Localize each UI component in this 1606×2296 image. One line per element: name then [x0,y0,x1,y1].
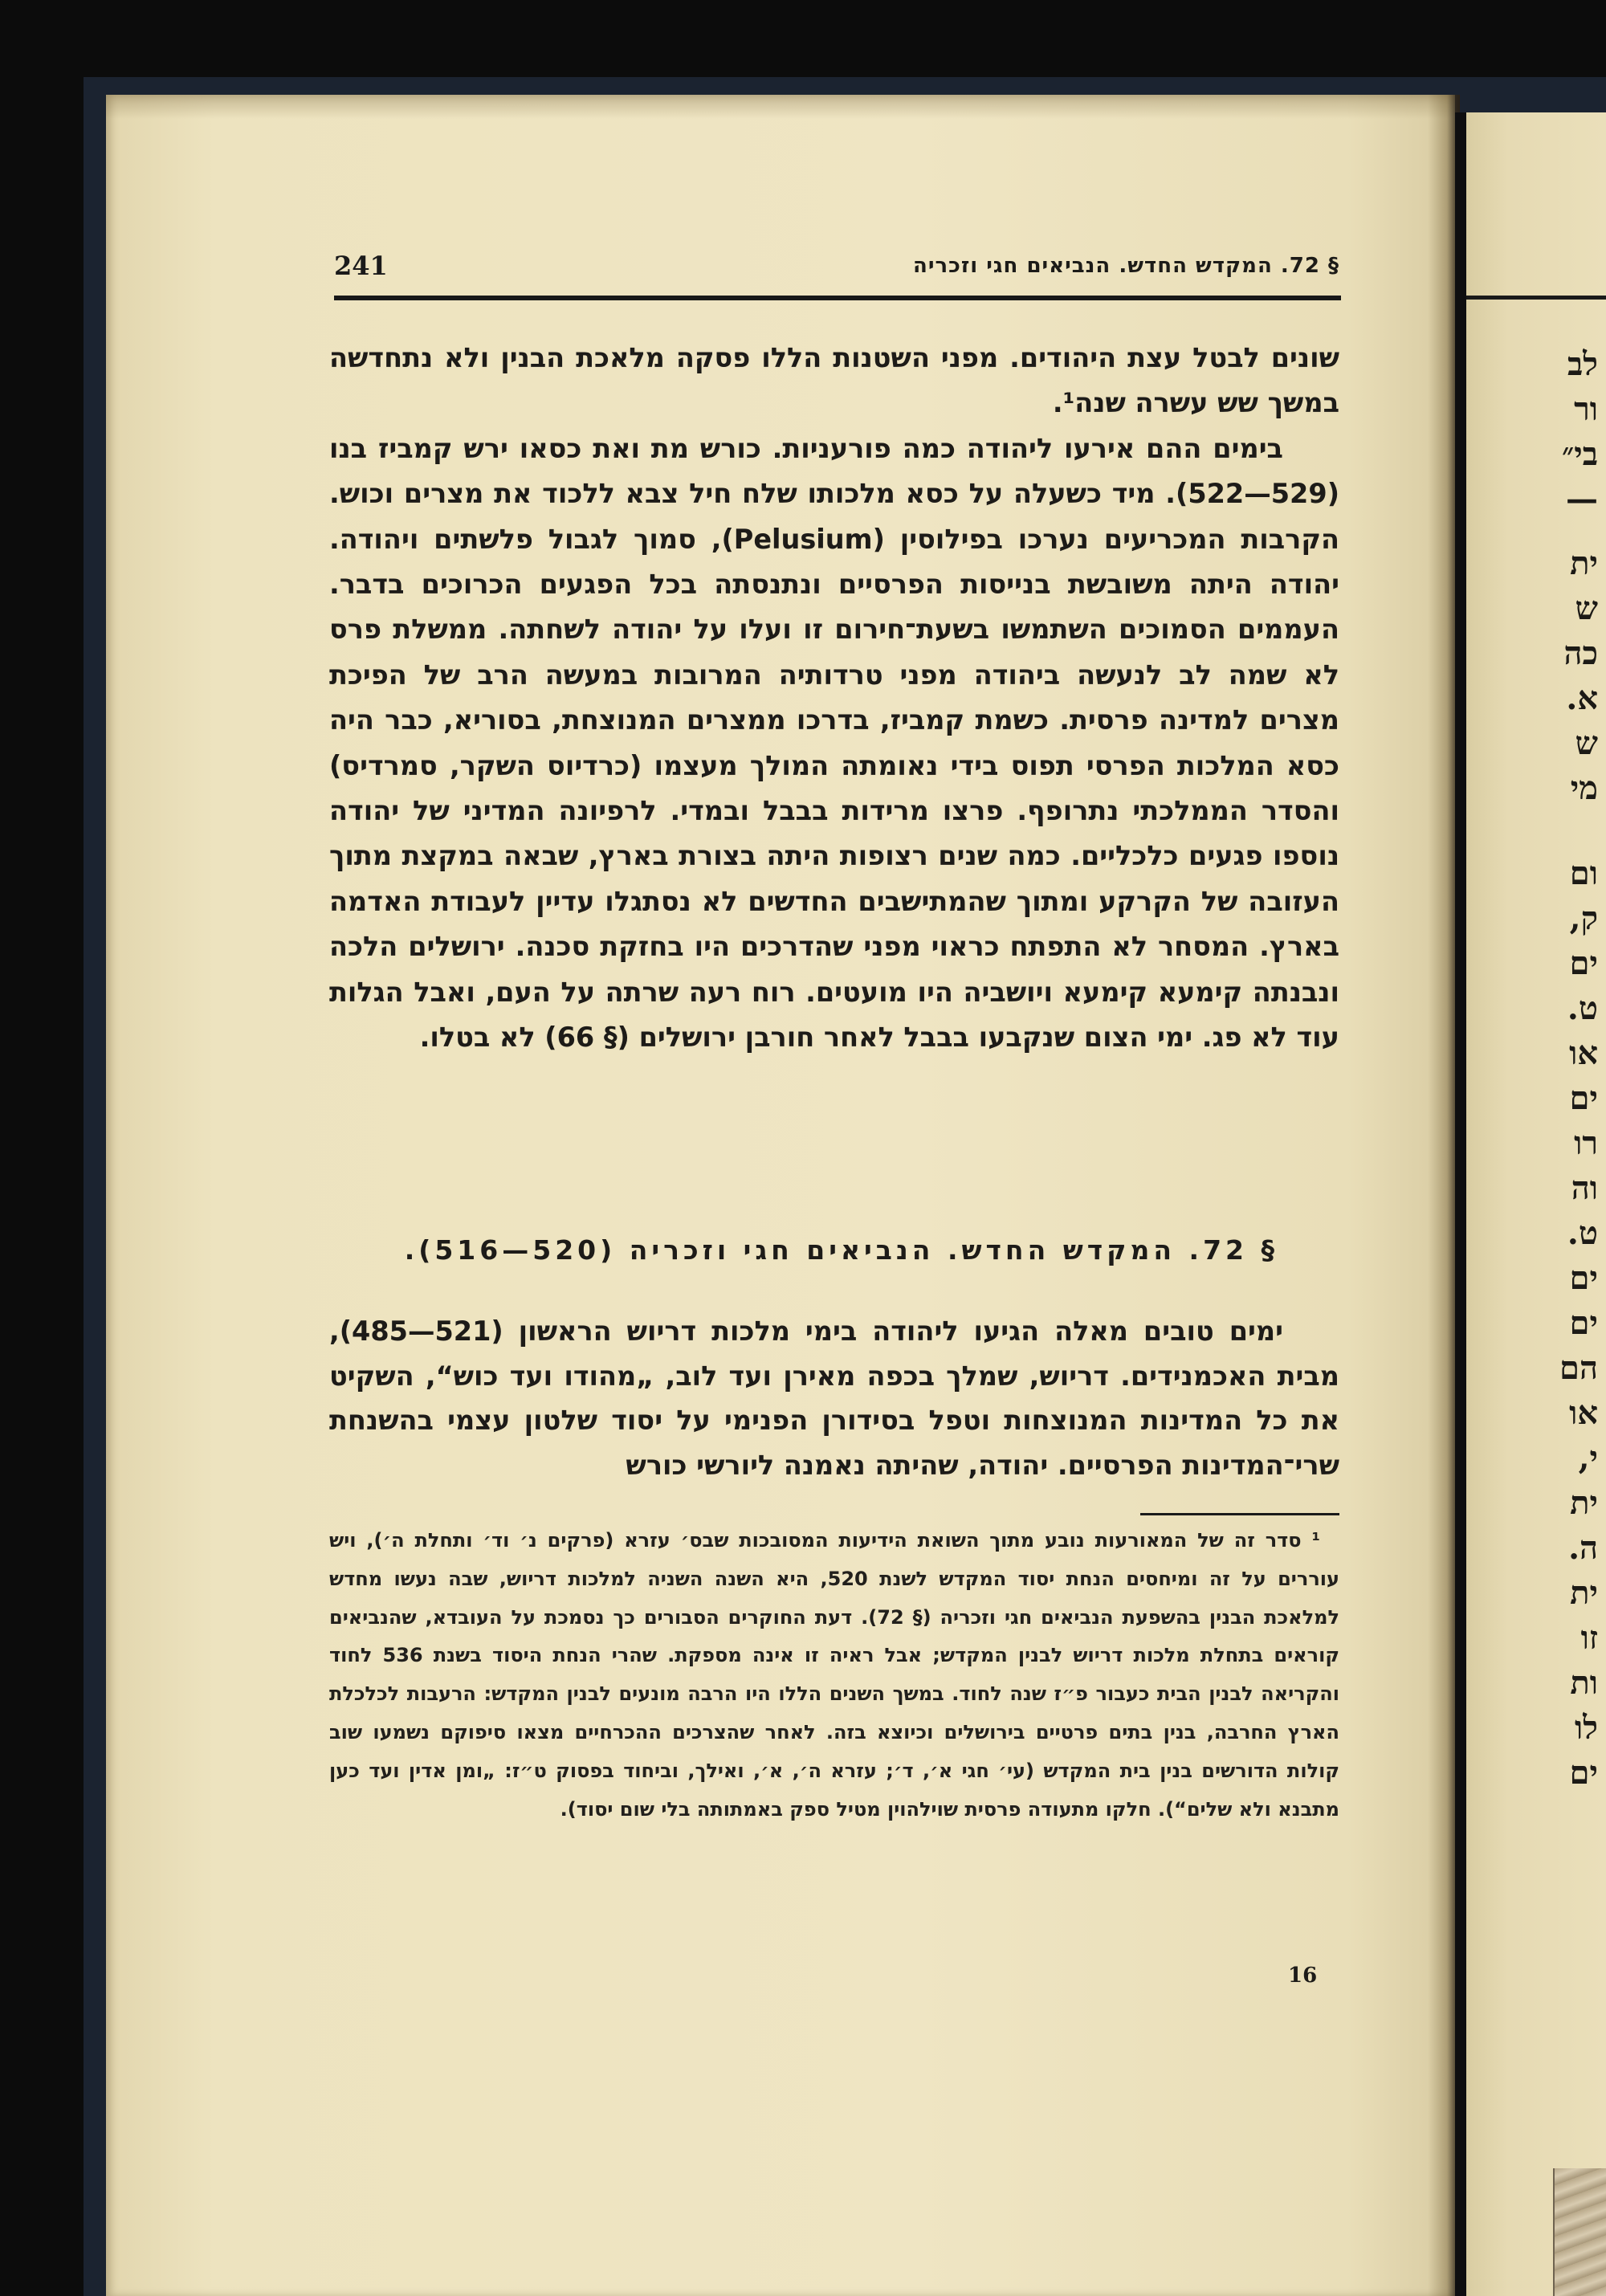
section-text [329,1309,1339,1487]
printer-signature: 16 [1288,1964,1318,1988]
paragraph: בימים ההם אירעו ליהודה כמה פורעניות. כורש מת ואת כסאו ירש קמביז בנו (529—522). מיד כשעלה על כסא מלכותו שלח חיל צבא ללכוד את מצרים וכוש. הקרבות המכריעים נערכו בפילוסין (Pelusium), סמוך לגבול פלשתים ויהודה. יהודה היתה משובשת בנייסות הפרסיים ונתנסתה בכל הפגעים הכרוכים בדבר. העממים הסמוכים השתמשו בשעת־חירום זו ועלו על יהודה לשחתה. ממשלת פרס לא שמה לב לנעשה ביהודה מפני טרדותיה המרובות במעשה הרב של הפיכת מצרים למדינה פרסית. כשמת קמביז, בדרכו ממצרים המנוצחת, בסוריא, כבר היה כסא המלכות הפרסי תפוס בידי נאומתה המולך מעצמו (כרדיוס השקר, סמרדיס) והסדר הממלכתי נתרופף. פרצו מרידות בבבל ובמדי. לרפיונה המדיני של יהודה נוספו פגעים כלכליים. כמה שנים רצופות היתה בצורת בארץ, שבאה במקצת מתוך העזובה של הקרקע ומתוך שהמתישבים החדשים לא נסתגלו עדיין לעבודת האדמה בארץ. המסחר לא התפתח כראוי מפני שהדרכים היו בחזקת סכנה. ירושלים הלכה ונבנתה קימעא קימעא ויושביה היו מועטים. רוח רעה שרתה על העם, ואבל הגלות עוד לא פג. ימי הצום שנקבעו בבבל לאחר חורבן ירושלים (§ 66) לא בטלו. [329,432,1339,1054]
facing-page-fragment: ור [1574,390,1598,428]
page-top-shadow [106,95,1455,119]
facing-page-fragment: ק, [1569,899,1598,937]
facing-page-fragment: — [1566,480,1598,518]
footnote [329,1522,1339,1829]
facing-page-fragment: לב [1567,345,1598,383]
facing-page-fragment: רו [1574,1124,1598,1162]
paragraph-continuation: שונים לבטל עצת היהודים. מפני השטנות הללו פסקה מלאכת הבנין ולא נתחדשה במשך שש עשרה שנה¹. [329,342,1339,419]
footnote-rule [1140,1513,1339,1515]
facing-page-fragment: ית [1570,544,1598,582]
facing-page-fragment: או [1569,1394,1598,1432]
facing-page-fragment: ים [1569,1304,1598,1342]
facing-page-fragment: ט. [1567,1214,1598,1252]
facing-page-fragment: מי [1570,769,1598,807]
facing-page-fragment: י, [1578,1439,1598,1477]
facing-page-fragment: ש [1575,589,1598,627]
facing-page-fragment: או [1569,1034,1598,1072]
spine-gap [1455,112,1466,2296]
facing-page-fragment: כה [1563,634,1598,672]
facing-page-fragment: ה. [1568,1529,1598,1567]
bookmark-ribbon [1553,2168,1606,2296]
header-rule [334,296,1341,300]
facing-page-fragment: הם [1559,1349,1598,1387]
page-header [334,251,1339,291]
facing-page-fragment: ים [1569,944,1598,982]
facing-page-fragment: ות [1570,1664,1598,1702]
running-head: § 72. המקדש החדש. הנביאים חגי וזכריה [912,254,1339,278]
page-number: 241 [334,251,388,281]
facing-page-fragment: ים [1569,1754,1598,1792]
facing-page-fragment: א. [1566,679,1598,717]
section-paragraph: ימים טובים מאלה הגיעו ליהודה בימי מלכות דריוש הראשון (521—485), מבית האכמנידים. דריוש, שמלך בכפה מאירן ועד לוב, „מהודו ועד כוש“, השקיט את כל המדינות המנוצחות וטפל בסידורן הפנימי על יסוד שלטון עצמי בהשנחת שרי־המדינות הפרסיים. יהודה, שהיתה נאמנה ליורשי כורש [329,1315,1339,1481]
main-text [329,336,1339,1061]
footnote-text: ¹ סדר זה של המאורעות נובע מתוך השואת הידיעות המסובכות שבס׳ עזרא (פרקים נ׳ וד׳ ותחלת ה׳), ויש עוררים על זה ומיחסים הנחת יסוד המקדש לשנת 520, היא השנה השניה למלכות דריוש, שבה נעשו מחדש למלאכת הבנין בהשפעת הנביאים חגי וזכריה (§ 72). דעת החוקרים הסבורים כך נסמכת על העובדא, שהנביאים קוראים בתחלת מלכות דריוש לבנין המקדש; אבל ראיה זו אינה מספקת. שהרי הנחת היסוד בשנת 536 לחוד והקריאה לבנין הבית כעבור פ״ז שנה לחוד. במשך השנים הללו היו הרבה מונעים לבנין המקדש: הרעבות לכלכלת הארץ החרבה, בנין בתים פרטיים בירושלים וכיוצא בזה. לאחר שהצרכים ההכרחיים מצאו סיפוקם נשמעו שוב קולות הדורשים בנין בית המקדש (עי׳ חגי א׳, ד׳; עזרא ה׳, א׳, ואילך, וביחוד בפסוק ט״ז: „ומן אדין ועד כען מתבנא ולא שלים“). חלקו מתעודה פרסית שוילהוין מטיל ספק באמתותה בלי שום יסוד). [329,1529,1340,1821]
facing-page-fragment: ים [1569,1259,1598,1297]
facing-page-fragment: ום [1569,854,1598,892]
facing-page-fragment: ים [1569,1079,1598,1117]
facing-page-fragment: ית [1570,1574,1598,1612]
facing-page-header-rule [1466,296,1606,300]
facing-page-fragment: ט. [1567,989,1598,1027]
facing-page-fragment: בי״ [1562,435,1598,473]
facing-page-fragment: זו [1580,1619,1598,1657]
section-heading: § 72. המקדש החדש. הנביאים חגי וזכריה (520—516). [404,1234,1278,1266]
facing-page-fragment: ית [1570,1484,1598,1522]
facing-page-fragment: ש [1575,724,1598,762]
facing-page-fragment: וה [1571,1169,1598,1207]
facing-page-edge [1466,112,1606,2296]
facing-page-fragment: לו [1575,1709,1598,1747]
